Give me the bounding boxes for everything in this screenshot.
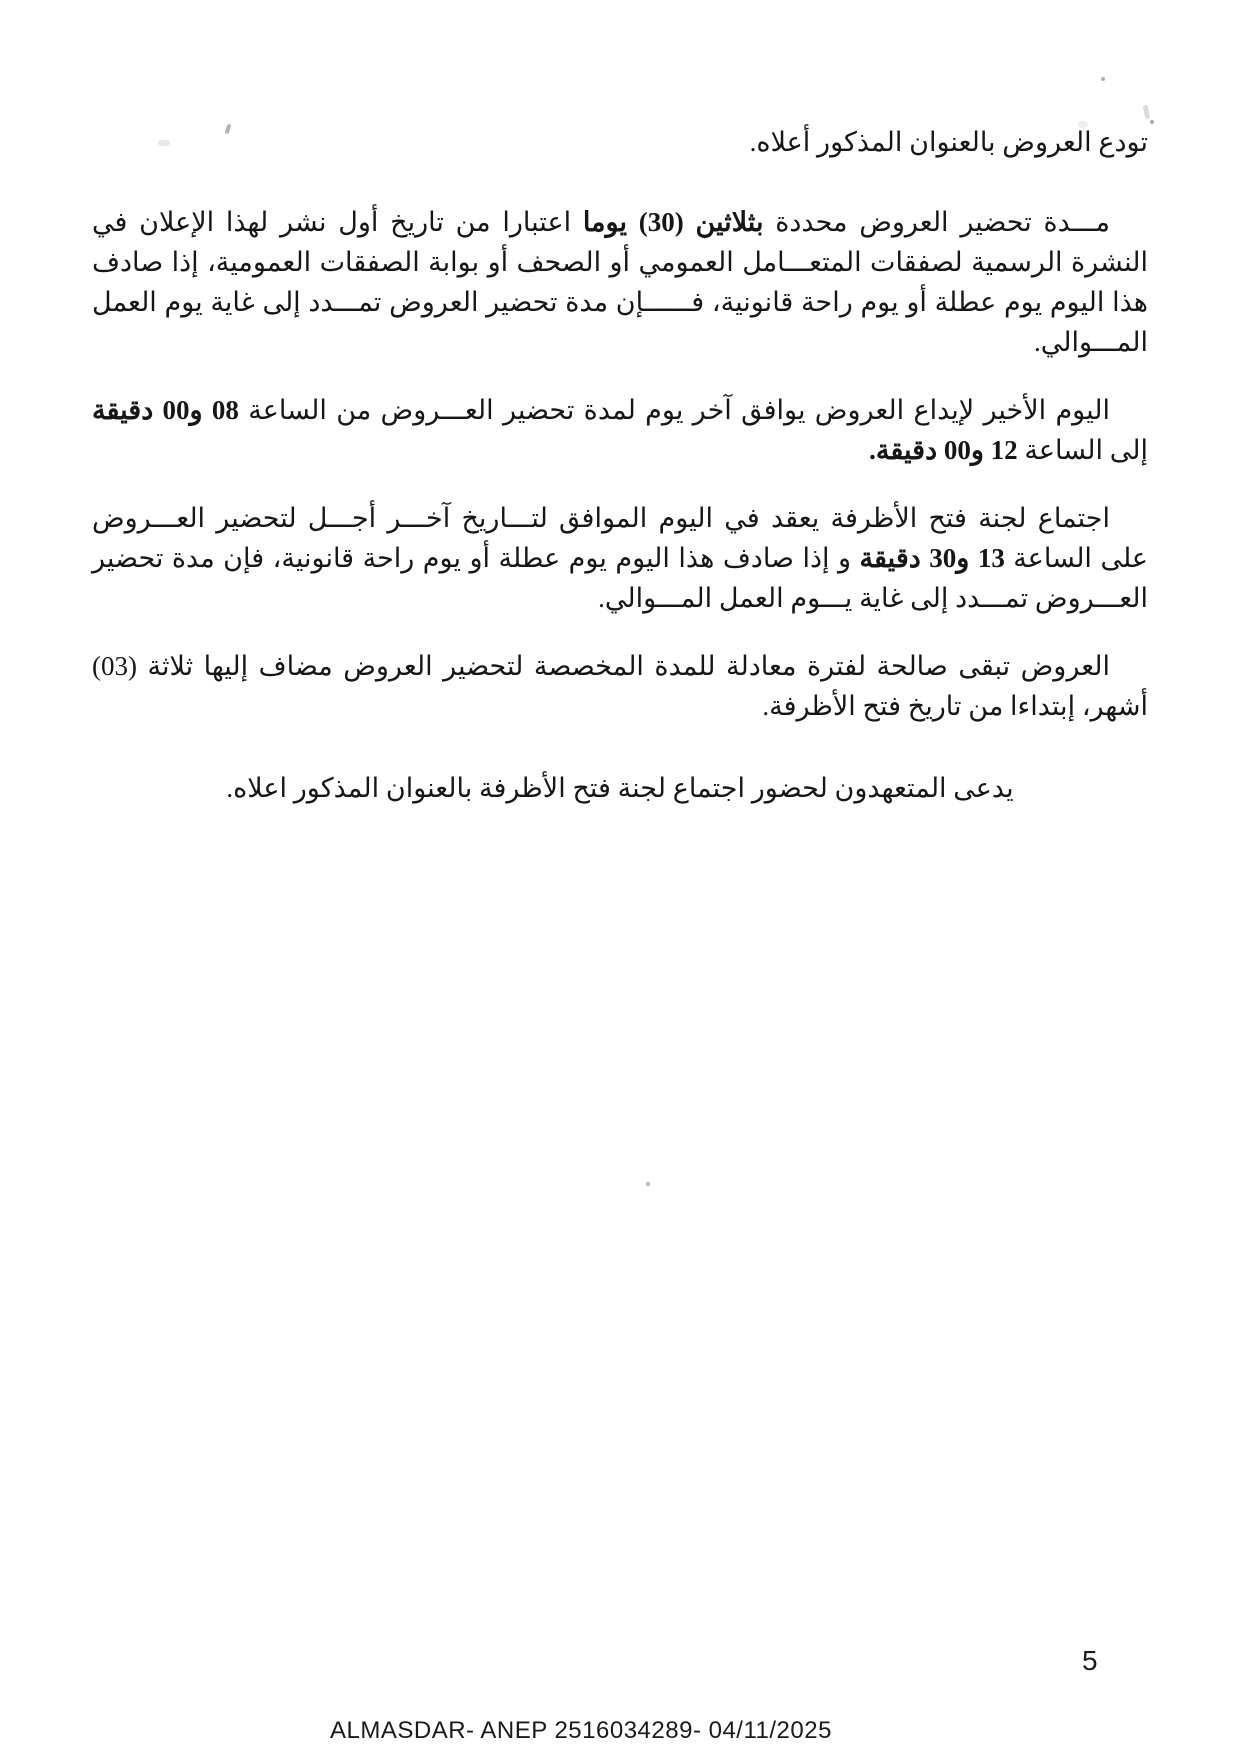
footer-anep-reference: ALMASDAR- ANEP 2516034289- 04/11/2025 bbox=[330, 1717, 832, 1744]
bold-time-0800: 08 و00 دقيقة bbox=[92, 395, 239, 425]
paragraph-deposit-offers bbox=[92, 122, 1148, 162]
paragraph-offers-validity bbox=[92, 646, 1148, 726]
paragraph-text: يدعى المتعهدون لحضور اجتماع لجنة فتح الأظرفة بالعنوان المذكور اعلاه. bbox=[226, 773, 1014, 803]
paragraph-invitation bbox=[92, 768, 1148, 808]
scan-artifact bbox=[1078, 121, 1088, 128]
paragraph-text: مـــدة تحضير العروض محددة bbox=[763, 207, 1110, 237]
bold-time-1330: 13 و30 دقيقة bbox=[859, 543, 1005, 573]
scan-artifact bbox=[1150, 120, 1154, 124]
scan-artifact bbox=[1143, 105, 1151, 120]
bold-time-1200: 12 و00 دقيقة. bbox=[869, 435, 1018, 465]
paragraph-text: و إذا صادف هذا اليوم يوم عطلة أو يوم راحة قانونية، فإن مدة تحضير العـــروض تمـــدد إلى غاية يـــوم العمل المـــوالي. bbox=[92, 543, 1148, 613]
paragraph-text: إلى الساعة bbox=[1017, 435, 1148, 465]
bold-duration-thirty-days: بثلاثين (30) يوما bbox=[582, 207, 764, 237]
paragraph-text: اليوم الأخير لإيداع العروض يوافق آخر يوم لمدة تحضير العـــروض من الساعة bbox=[238, 395, 1110, 425]
paragraph-text: تودع العروض بالعنوان المذكور أعلاه. bbox=[749, 127, 1148, 157]
paragraph-text: اعتبارا من تاريخ أول نشر لهذا الإعلان في النشرة الرسمية لصفقات المتعـــامل العمومي أو الصحف أو بوابة الصفقات العمومية، إذا صادف هذا اليوم يوم عطلة أو يوم راحة قانونية، فــــــإن مدة تحضير العروض تمـــدد إلى غاية يوم العمل المـــوالي. bbox=[92, 207, 1148, 357]
document-body bbox=[92, 122, 1148, 836]
paragraph-text: العروض تبقى صالحة لفترة معادلة للمدة المخصصة لتحضير العروض مضاف إليها ثلاثة (03) أشهر، إبتداءا من تاريخ فتح الأظرفة. bbox=[92, 651, 1148, 721]
paragraph-last-day-deposit bbox=[92, 390, 1148, 470]
paragraph-opening-committee-meeting bbox=[92, 498, 1148, 618]
scan-artifact bbox=[158, 140, 170, 146]
page-number: 5 bbox=[1082, 1645, 1098, 1676]
scan-artifact bbox=[646, 1182, 650, 1186]
paragraph-preparation-period bbox=[92, 202, 1148, 362]
scan-artifact bbox=[1101, 77, 1105, 81]
paragraph-text: اجتماع لجنة فتح الأظرفة يعقد في اليوم الموافق لتـــاريخ آخـــر أجـــل لتحضير العـــروض على الساعة bbox=[92, 503, 1148, 573]
